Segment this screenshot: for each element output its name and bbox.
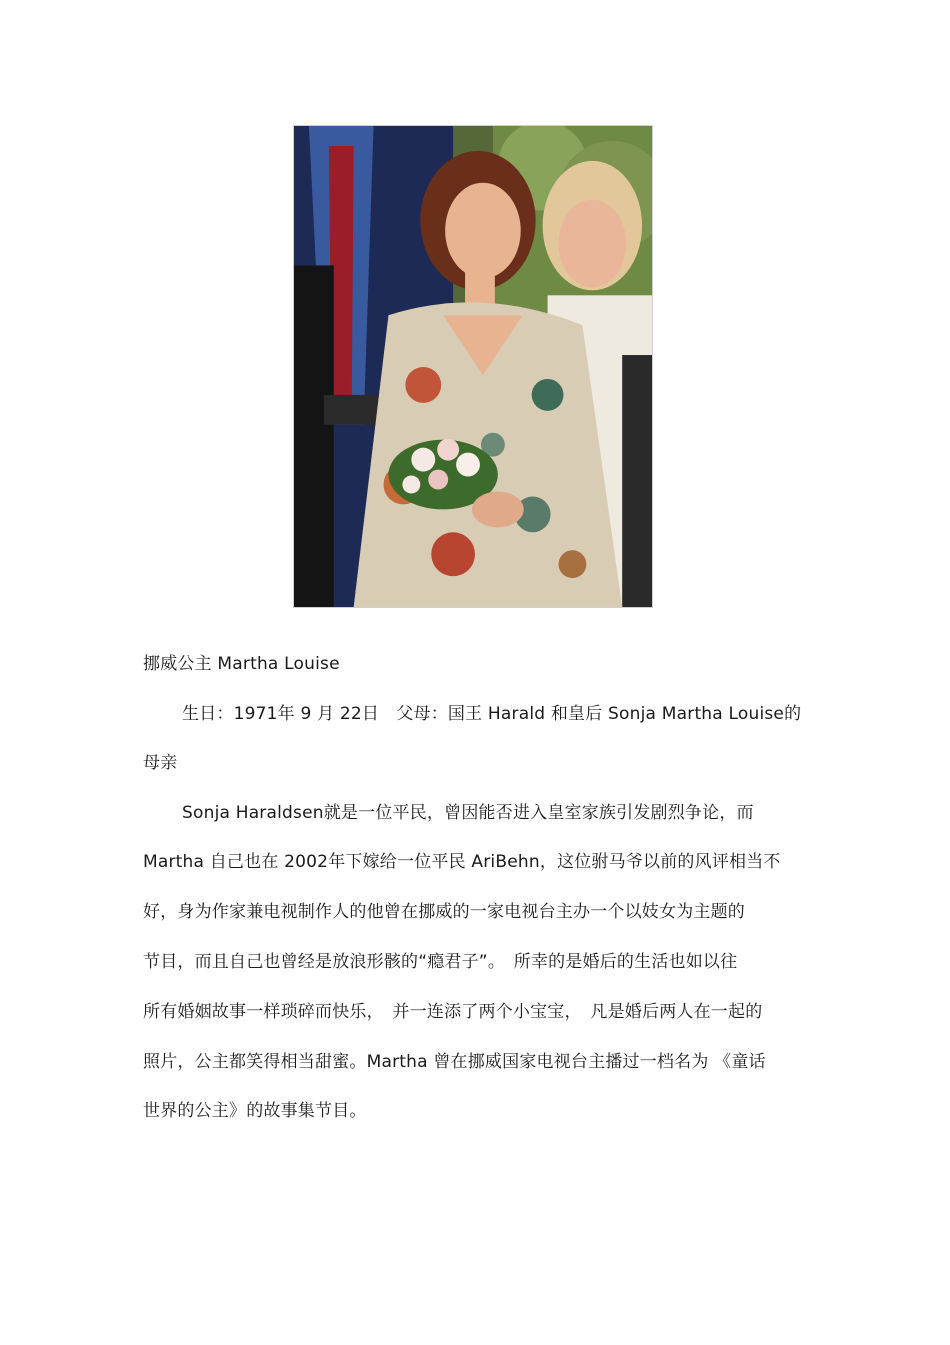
paragraph-line: 生日：1971年 9 月 22日 父母：国王 Harald 和皇后 Sonja Martha Louise的: [182, 704, 802, 724]
paragraph-line: 母亲: [143, 753, 178, 773]
paragraph-line: 节目，而且自己也曾经是放浪形骸的“瘾君子”。 所幸的是婚后的生活也如以往: [143, 952, 738, 972]
photo-caption: 挪威公主 Martha Louise: [143, 654, 340, 674]
portrait-photo: [293, 125, 653, 608]
paragraph-line: 世界的公主》的故事集节目。: [143, 1101, 367, 1121]
paragraph-line: Martha 自己也在 2002年下嫁给一位平民 AriBehn，这位驸马爷以前的风评相当不: [143, 852, 781, 872]
paragraph-line: Sonja Haraldsen就是一位平民，曾因能否进入皇室家族引发剧烈争论，而: [182, 803, 754, 823]
photo-illustration: [294, 126, 652, 607]
paragraph-line: 照片，公主都笑得相当甜蜜。Martha 曾在挪威国家电视台主播过一档名为 《童话: [143, 1052, 766, 1072]
paragraph-line: 所有婚姻故事一样琐碎而快乐， 并一连添了两个小宝宝， 凡是婚后两人在一起的: [143, 1002, 763, 1022]
paragraph-line: 好，身为作家兼电视制作人的他曾在挪威的一家电视台主办一个以妓女为主题的: [143, 902, 745, 922]
